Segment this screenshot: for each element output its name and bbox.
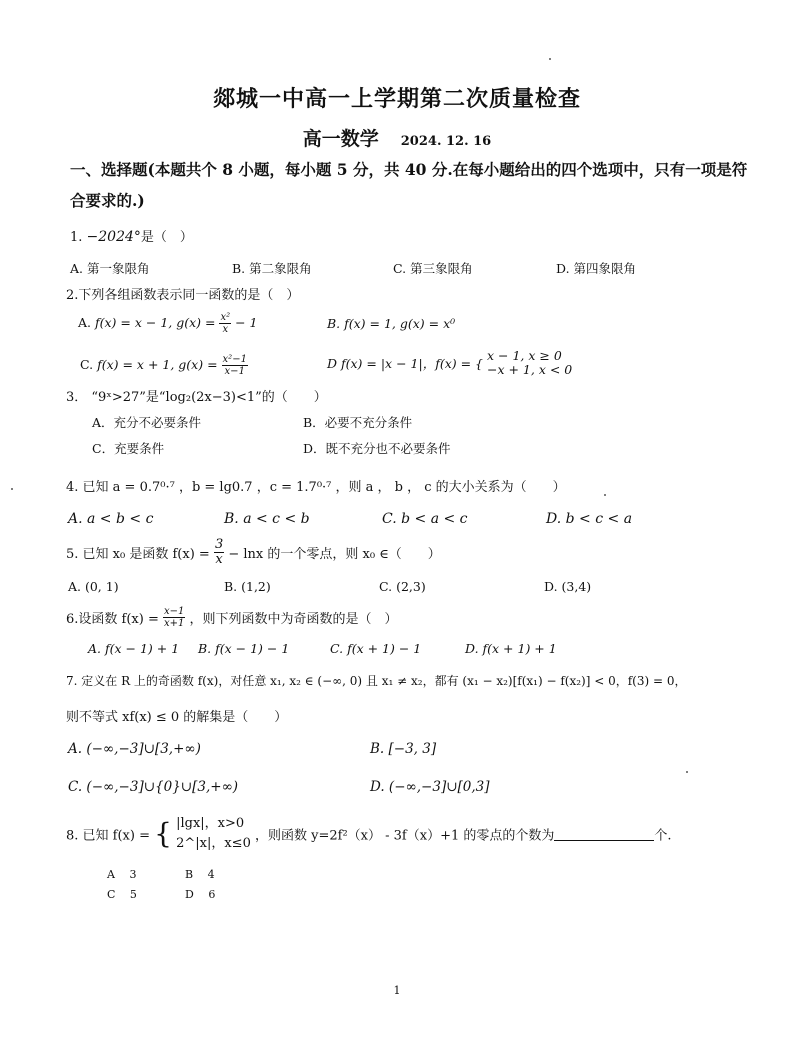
q2-d-cases: x − 1, x ≥ 0 −x + 1, x < 0 bbox=[486, 348, 573, 377]
exam-date: 2024. 12. 16 bbox=[400, 134, 492, 149]
q4-option-a: A. a < b < c bbox=[68, 511, 154, 527]
q6-option-b: B. f(x − 1) − 1 bbox=[198, 641, 290, 656]
q8-option-b: B 4 bbox=[185, 868, 215, 881]
q3-option-a: A．充分不必要条件 bbox=[92, 415, 202, 430]
q5-option-b: B. (1,2) bbox=[224, 579, 271, 594]
q6-option-c: C. f(x + 1) − 1 bbox=[330, 641, 422, 656]
q3-option-d: D．既不充分也不必要条件 bbox=[303, 441, 451, 456]
subject-label: 高一数学 bbox=[302, 128, 379, 150]
q2-a-text: f(x) = x − 1, g(x) = bbox=[95, 315, 216, 330]
q2-a-label: A. bbox=[78, 315, 92, 330]
q2-d-text: D f(x) = |x − 1|，f(x) = { bbox=[327, 356, 483, 371]
q2-c-text: f(x) = x + 1, g(x) = bbox=[97, 357, 218, 372]
q5-fraction: $\frac{3}{x}$ bbox=[214, 537, 224, 567]
q5-option-a: A. (0, 1) bbox=[68, 579, 119, 594]
q1-expression: −2024° bbox=[86, 229, 141, 245]
exam-subtitle bbox=[0, 124, 794, 151]
q7-line-2: 则不等式 xf(x) ≤ 0 的解集是（ ） bbox=[66, 710, 288, 725]
q8-stem bbox=[66, 814, 672, 854]
section-heading: 一、选择题(本题共个 8 小题，每小题 5 分，共 40 分.在每小题给出的四个选项中，只有一项是符合要求的.) bbox=[70, 160, 748, 210]
q5-stem bbox=[66, 538, 441, 567]
q1-option-b: B. 第二象限角 bbox=[232, 261, 312, 276]
q2-option-c bbox=[80, 354, 248, 377]
scan-speck bbox=[11, 488, 13, 490]
q4-option-d: D. b < c < a bbox=[546, 511, 633, 527]
q1-option-d: D. 第四象限角 bbox=[556, 261, 637, 276]
q1-option-c: C. 第三象限角 bbox=[393, 261, 473, 276]
q2-option-d bbox=[327, 349, 572, 377]
q5-stem-pre: 5. 已知 x₀ 是函数 f(x) = bbox=[66, 547, 210, 562]
q3-stem: 3． “9ˣ>27”是“log₂(2x−3)<1”的（ ） bbox=[66, 390, 327, 405]
scan-speck bbox=[549, 58, 551, 60]
q7-option-a: A. (−∞,−3]∪[3,+∞) bbox=[68, 741, 201, 757]
q7-option-c: C. (−∞,−3]∪{0}∪[3,+∞) bbox=[68, 779, 239, 795]
q2-a-tail: − 1 bbox=[235, 315, 258, 330]
q7-line-1: 7. 定义在 R 上的奇函数 f(x)，对任意 x₁, x₂ ∈ (−∞, 0) 且 x₁ ≠ x₂，都有 (x₁ − x₂)[f(x₁) − f(x₂)] < 0，f(3) = 0， bbox=[66, 674, 687, 688]
q8-cases: |lgx|，x>0 2^|x|，x≤0 bbox=[176, 816, 251, 851]
q8-answer-blank bbox=[554, 828, 654, 841]
q8-unit: 个. bbox=[654, 828, 672, 844]
q6-fraction: $\frac{x-1}{x+1}$ bbox=[164, 606, 185, 629]
q8-pre: 8. 已知 f(x) = bbox=[66, 828, 150, 844]
exam-title: 郯城一中高一上学期第二次质量检查 bbox=[212, 86, 581, 112]
q7-option-b: B. [−3, 3] bbox=[370, 741, 437, 757]
q2-stem: 2.下列各组函数表示同一函数的是（ ） bbox=[66, 288, 300, 303]
q8-post: ，则函数 y=2f²（x） - 3f（x）+1 的零点的个数为 bbox=[255, 828, 555, 844]
q8-brace: { bbox=[154, 817, 172, 850]
q1-number: 1. bbox=[70, 230, 83, 245]
q5-stem-post: − lnx 的一个零点，则 x₀ ∈（ ） bbox=[228, 547, 441, 562]
q4-option-c: C. b < a < c bbox=[382, 511, 468, 527]
q2-a-fraction: $\frac{\text{x²}}{x}$ bbox=[220, 312, 231, 335]
q8-option-c: C 5 bbox=[107, 888, 137, 901]
q1-option-a: A. 第一象限角 bbox=[70, 261, 150, 276]
q5-option-c: C. (2,3) bbox=[379, 579, 426, 594]
scan-speck bbox=[604, 494, 606, 496]
q3-option-c: C．充要条件 bbox=[92, 441, 165, 456]
q2-option-a bbox=[78, 312, 258, 335]
q2-c-fraction: $\frac{\text{x²−1}}{x-1}$ bbox=[222, 354, 247, 377]
q6-stem-post: ，则下列函数中为奇函数的是（ ） bbox=[189, 612, 398, 627]
q4-stem: 4. 已知 a = 0.7⁰·⁷ ，b = lg0.7 ，c = 1.7⁰·⁷ ，则 a ， b ， c 的大小关系为（ ） bbox=[66, 480, 566, 495]
q1-tail: 是（ ） bbox=[140, 230, 193, 245]
q6-stem-pre: 6.设函数 f(x) = bbox=[66, 612, 159, 627]
q6-option-d: D. f(x + 1) + 1 bbox=[465, 641, 557, 656]
q5-option-d: D. (3,4) bbox=[544, 579, 592, 594]
page-number: 1 bbox=[393, 984, 401, 997]
q4-option-b: B. a < c < b bbox=[224, 511, 310, 527]
q2-option-b: B. f(x) = 1, g(x) = x⁰ bbox=[327, 316, 456, 331]
question-1 bbox=[70, 226, 193, 245]
q3-option-b: B．必要不充分条件 bbox=[303, 415, 413, 430]
q6-stem bbox=[66, 606, 398, 629]
q7-option-d: D. (−∞,−3]∪[0,3] bbox=[370, 779, 490, 795]
q2-c-label: C. bbox=[80, 357, 94, 372]
q8-option-d: D 6 bbox=[185, 888, 216, 901]
q8-option-a: A 3 bbox=[107, 868, 137, 881]
q6-option-a: A. f(x − 1) + 1 bbox=[88, 641, 180, 656]
scan-speck bbox=[686, 771, 688, 773]
